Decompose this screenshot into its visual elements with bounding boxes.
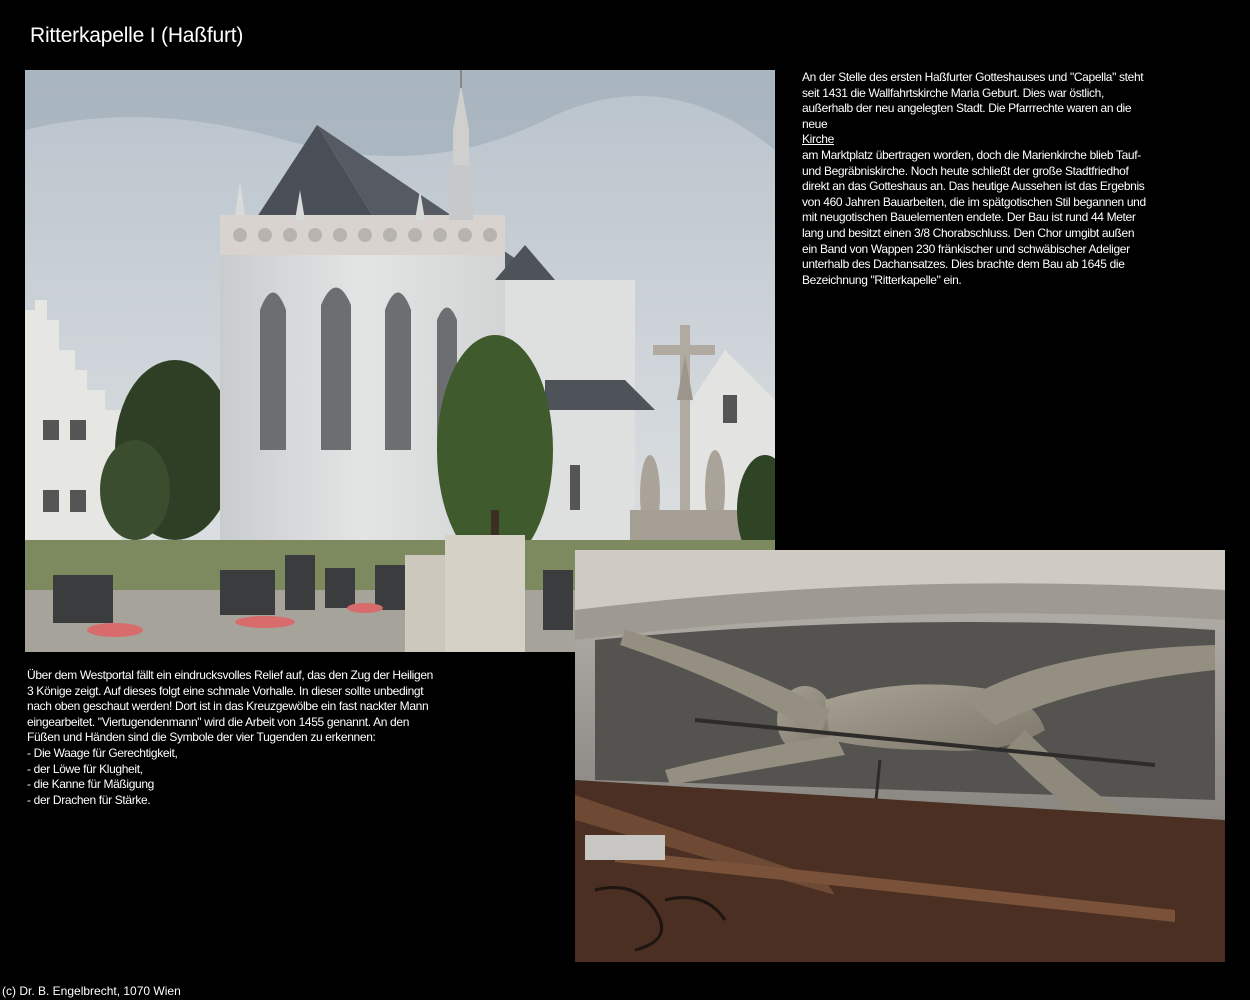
kirche-link[interactable]: Kirche [802,132,834,147]
virtue-list-item: - der Löwe für Klugheit, [27,761,143,776]
page-title: Ritterkapelle I (Haßfurt) [30,24,244,47]
viertugendenmann-relief-photo [575,550,1225,962]
chapel-description [802,70,1147,288]
virtue-list-item: - der Drachen für Stärke. [27,792,151,807]
chapel-description-intro: An der Stelle des ersten Haßfurter Gotteshauses und "Capella" steht seit 1431 die Wallfahrtskirche Maria Geburt. Dies war östlich, außerhalb der neu angelegten Stadt. Die Pfarrrechte waren an die neue [802,70,1144,131]
virtue-list-item: - Die Waage für Gerechtigkeit, [27,745,178,760]
portal-description [27,668,437,808]
portal-description-text: Über dem Westportal fällt ein eindrucksvolles Relief auf, das den Zug der Heiligen 3 Könige zeigt. Auf dieses folgt eine schmale Vorhalle. In dieser sollte unbedingt nach oben geschaut werden! Dort ist in das Kreuzgewölbe ein fast nackter Mann eingearbeitet. "Viertugendenmann" wird die Arbeit von 1455 genannt. An den Füßen und Händen sind die Symbole der vier Tugenden zu erkennen: [27,668,433,745]
copyright-notice: (c) Dr. B. Engelbrecht, 1070 Wien [2,984,181,998]
virtue-list-item: - die Kanne für Mäßigung [27,777,155,792]
chapel-description-rest: am Marktplatz übertragen worden, doch die Marienkirche blieb Tauf- und Begräbniskirche. Noch heute schließt der große Stadtfriedhof direkt an das Gotteshaus an. Das heutige Aussehen ist das Ergebnis von 460 Jahren Bauarbeiten, die im spätgotischen Stil begannen und mit neugotischen Bauelementen endete. Der Bau ist rund 44 Meter lang und besitzt einen 3/8 Chorabschluss. Den Chor umgibt außen ein Band von Wappen 230 fränkischer und schwäbischer Adeliger unterhalb des Dachansatzes. Dies brachte dem Bau ab 1645 die Bezeichnung "Ritterkapelle" ein. [802,147,1146,287]
